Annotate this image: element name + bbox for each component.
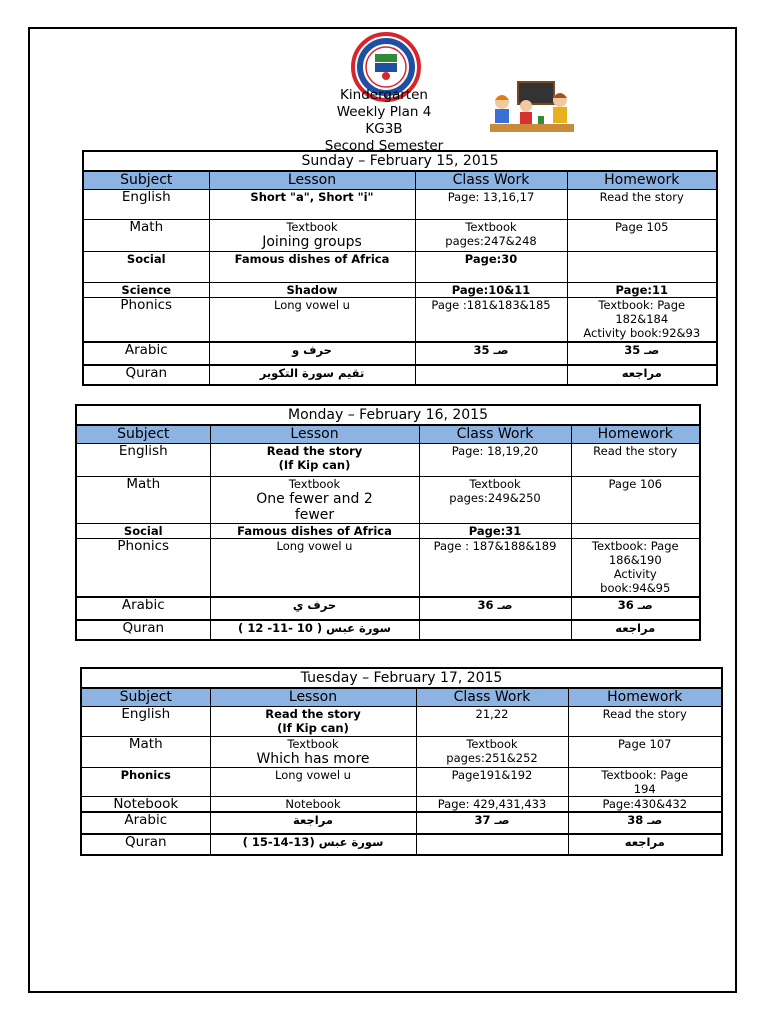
lesson-cell: حرف ي xyxy=(210,597,419,620)
lesson-line: Which has more xyxy=(256,751,370,767)
table-row xyxy=(76,620,700,640)
lesson-line: fewer xyxy=(294,507,335,523)
table-row xyxy=(81,737,722,768)
lesson-line: Textbook xyxy=(288,477,341,491)
table-row xyxy=(76,477,700,524)
homework-line: 182&184 xyxy=(615,312,669,326)
col-classwork: Class Work xyxy=(416,688,568,707)
header-semester: Second Semester xyxy=(324,138,444,154)
sunday-column-headers xyxy=(83,171,717,190)
monday-column-headers xyxy=(76,425,700,444)
table-row xyxy=(76,524,700,539)
subject-cell: Math xyxy=(76,477,210,524)
classwork-cell: Page:10&11 xyxy=(415,283,567,298)
homework-line: Textbook: Page xyxy=(591,539,679,553)
homework-cell: Read the story xyxy=(568,707,722,737)
col-homework: Homework xyxy=(568,688,722,707)
table-row xyxy=(83,220,717,252)
monday-table xyxy=(75,404,701,641)
subject-cell: Quran xyxy=(81,834,210,855)
classwork-line: pages:247&248 xyxy=(445,234,537,248)
lesson-line: One fewer and 2 xyxy=(256,491,373,507)
lesson-cell xyxy=(210,444,419,477)
classwork-cell xyxy=(415,220,567,252)
homework-cell: Page 107 xyxy=(568,737,722,768)
col-homework: Homework xyxy=(567,171,717,190)
subject-cell: Notebook xyxy=(81,797,210,813)
lesson-cell: Famous dishes of Africa xyxy=(210,524,419,539)
homework-cell xyxy=(567,298,717,342)
subject-cell: Arabic xyxy=(76,597,210,620)
lesson-cell: Short "a", Short "i" xyxy=(209,190,415,220)
lesson-cell: Long vowel u xyxy=(210,539,419,597)
classwork-cell: Page191&192 xyxy=(416,768,568,797)
lesson-line: (If Kip can) xyxy=(278,458,351,472)
table-row xyxy=(76,444,700,477)
homework-cell: Page 105 xyxy=(567,220,717,252)
lesson-cell: تقيم سورة التكوير xyxy=(209,365,415,385)
classwork-line: Textbook xyxy=(469,477,521,491)
monday-date: Monday – February 16, 2015 xyxy=(76,405,700,425)
homework-line: Activity book:92&93 xyxy=(583,326,701,340)
classwork-line: pages:251&252 xyxy=(446,751,538,765)
homework-line: 194 xyxy=(633,782,656,796)
classwork-cell: صـ 37 xyxy=(416,812,568,834)
tuesday-date: Tuesday – February 17, 2015 xyxy=(81,668,722,688)
table-row xyxy=(81,797,722,813)
classwork-cell xyxy=(416,737,568,768)
homework-cell: مراجعه xyxy=(567,365,717,385)
subject-cell: Quran xyxy=(83,365,209,385)
classwork-cell: Page :181&183&185 xyxy=(415,298,567,342)
plan-header xyxy=(284,87,484,155)
subject-cell: Math xyxy=(81,737,210,768)
subject-cell: Quran xyxy=(76,620,210,640)
classwork-cell: Page: 18,19,20 xyxy=(419,444,571,477)
classwork-cell xyxy=(416,834,568,855)
classwork-cell: Page:30 xyxy=(415,252,567,283)
children-clipart-icon xyxy=(488,80,578,136)
classwork-cell: Page: 429,431,433 xyxy=(416,797,568,813)
homework-cell: Page:11 xyxy=(567,283,717,298)
header-class: KG3B xyxy=(365,121,403,137)
tuesday-table xyxy=(80,667,723,856)
table-row xyxy=(83,365,717,385)
lesson-line: Joining groups xyxy=(262,234,362,250)
subject-cell: English xyxy=(83,190,209,220)
lesson-cell: Notebook xyxy=(210,797,416,813)
subject-cell: English xyxy=(76,444,210,477)
classwork-cell: صـ 35 xyxy=(415,342,567,365)
subject-cell: Phonics xyxy=(76,539,210,597)
tuesday-column-headers xyxy=(81,688,722,707)
homework-cell xyxy=(568,768,722,797)
table-row xyxy=(76,597,700,620)
lesson-line: Textbook xyxy=(287,737,339,751)
homework-cell: صـ 38 xyxy=(568,812,722,834)
classwork-cell xyxy=(419,620,571,640)
subject-cell: Arabic xyxy=(81,812,210,834)
col-subject: Subject xyxy=(76,425,210,444)
lesson-cell xyxy=(210,737,416,768)
subject-cell: Phonics xyxy=(81,768,210,797)
classwork-cell: Page : 187&188&189 xyxy=(419,539,571,597)
table-row xyxy=(83,283,717,298)
homework-cell: Read the story xyxy=(567,190,717,220)
homework-cell: مراجعه xyxy=(568,834,722,855)
table-row xyxy=(81,834,722,855)
subject-cell: Social xyxy=(83,252,209,283)
subject-cell: Science xyxy=(83,283,209,298)
col-homework: Homework xyxy=(571,425,700,444)
classwork-line: pages:249&250 xyxy=(449,491,541,505)
lesson-cell: مراجعة xyxy=(210,812,416,834)
col-subject: Subject xyxy=(83,171,209,190)
classwork-line: Textbook xyxy=(466,737,518,751)
table-row xyxy=(83,252,717,283)
homework-cell: صـ 35 xyxy=(567,342,717,365)
subject-cell: Math xyxy=(83,220,209,252)
homework-cell: Page 106 xyxy=(571,477,700,524)
table-row xyxy=(83,298,717,342)
homework-line: Textbook: Page xyxy=(598,298,686,312)
col-classwork: Class Work xyxy=(415,171,567,190)
lesson-cell: Long vowel u xyxy=(210,768,416,797)
table-row xyxy=(83,342,717,365)
col-lesson: Lesson xyxy=(210,688,416,707)
header-weekly-plan: Weekly Plan 4 xyxy=(336,104,432,120)
subject-cell: Phonics xyxy=(83,298,209,342)
table-row xyxy=(81,707,722,737)
lesson-cell xyxy=(210,477,419,524)
sunday-date: Sunday – February 15, 2015 xyxy=(83,151,717,171)
lesson-line: Textbook xyxy=(286,220,338,234)
homework-line: Activity xyxy=(613,567,657,581)
homework-line: book:94&95 xyxy=(600,581,671,595)
homework-cell: Read the story xyxy=(571,444,700,477)
classwork-cell: Page: 13,16,17 xyxy=(415,190,567,220)
col-lesson: Lesson xyxy=(210,425,419,444)
classwork-cell: Page:31 xyxy=(419,524,571,539)
table-row xyxy=(76,539,700,597)
sunday-table xyxy=(82,150,718,386)
lesson-cell xyxy=(210,707,416,737)
homework-cell xyxy=(571,539,700,597)
homework-cell: مراجعه xyxy=(571,620,700,640)
header-kindergarten: Kindergarten xyxy=(340,87,428,103)
col-lesson: Lesson xyxy=(209,171,415,190)
lesson-cell: سورة عبس ( 10 -11- 12 ) xyxy=(210,620,419,640)
subject-cell: Arabic xyxy=(83,342,209,365)
col-subject: Subject xyxy=(81,688,210,707)
homework-line: Textbook: Page xyxy=(601,768,689,782)
classwork-cell xyxy=(415,365,567,385)
classwork-cell: صـ 36 xyxy=(419,597,571,620)
lesson-cell: Shadow xyxy=(209,283,415,298)
classwork-line: Textbook xyxy=(465,220,517,234)
table-row xyxy=(81,768,722,797)
col-classwork: Class Work xyxy=(419,425,571,444)
homework-cell xyxy=(567,252,717,283)
lesson-cell: حرف و xyxy=(209,342,415,365)
subject-cell: English xyxy=(81,707,210,737)
lesson-cell: Long vowel u xyxy=(209,298,415,342)
homework-line: 186&190 xyxy=(608,553,662,567)
lesson-line: Read the story xyxy=(266,444,363,458)
subject-cell: Social xyxy=(76,524,210,539)
homework-cell xyxy=(571,524,700,539)
lesson-cell xyxy=(209,220,415,252)
lesson-line: Read the story xyxy=(265,707,361,721)
lesson-cell: سورة عبس (13-14-15 ) xyxy=(210,834,416,855)
classwork-cell: 21,22 xyxy=(416,707,568,737)
homework-cell: Page:430&432 xyxy=(568,797,722,813)
lesson-line: (If Kip can) xyxy=(277,721,349,735)
table-row xyxy=(83,190,717,220)
table-row xyxy=(81,812,722,834)
lesson-cell: Famous dishes of Africa xyxy=(209,252,415,283)
classwork-cell xyxy=(419,477,571,524)
homework-cell: صـ 36 xyxy=(571,597,700,620)
